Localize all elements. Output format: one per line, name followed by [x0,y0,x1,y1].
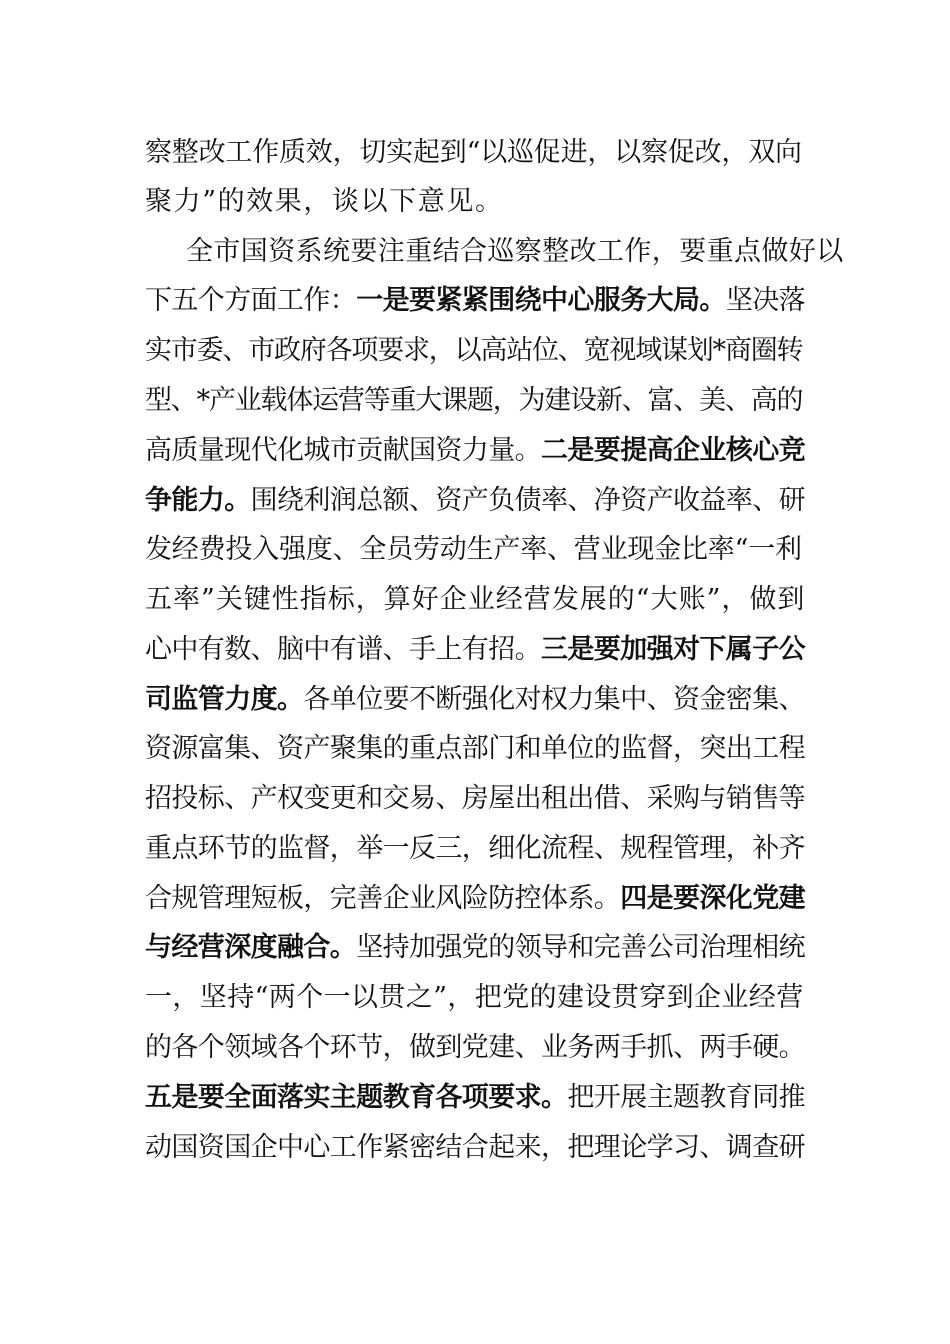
text-line [145,476,805,526]
text-line [145,774,805,824]
bold-heading-run: 争能力。 [145,485,251,516]
text-line [145,625,805,675]
text-line [145,724,805,774]
bold-heading-run: 三是要加强对下属子公 [541,634,805,665]
text-run: 的各个领域各个环节，做到党建、业务两手抓、两手硬。 [145,1032,805,1063]
text-run: 心中有数、脑中有谱、手上有招。 [145,634,541,665]
text-run: 高质量现代化城市贡献国资力量。 [145,435,541,466]
bold-heading-run: 五是要全面落实主题教育各项要求。 [145,1082,568,1113]
text-line [145,376,805,426]
text-run: 一，坚持“两个一以贯之”，把党的建设贯穿到企业经营 [145,982,804,1013]
text-line [145,1023,805,1073]
text-run: 重点环节的监督，举一反三，细化流程、规程管理，补齐 [145,833,805,864]
text-run: 察整改工作质效，切实起到“以巡促进，以察促改，双向 [145,137,802,168]
text-run: 发经费投入强度、全员劳动生产率、营业现金比率“一利 [145,534,802,565]
text-line [145,1073,805,1123]
text-line [145,326,805,376]
bold-heading-run: 二是要提高企业核心竞 [541,435,805,466]
paragraph-first-line [186,227,846,277]
bold-heading-run: 四是要深化党建 [620,883,806,914]
text-line [145,177,805,227]
bold-heading-run: 司监管力度。 [145,684,304,715]
text-line [145,426,805,476]
text-line [145,923,805,973]
text-run: 坚决落 [725,285,806,316]
text-line [145,675,805,725]
text-run: 坚持加强党的领导和完善公司治理相统 [356,932,806,963]
text-line [145,1123,805,1173]
text-run: 合规管理短板，完善企业风险防控体系。 [145,883,621,914]
text-line [145,128,805,178]
text-run: 动国资国企中心工作紧密结合起来，把理论学习、调查研 [145,1132,805,1163]
text-run: 全市国资系统要注重结合巡察整改工作，要重点做好以 [186,236,844,267]
text-run: 把开展主题教育同推 [567,1082,806,1113]
text-run: 型、*产业载体运营等重大课题，为建设新、富、美、高的 [145,385,803,416]
text-line [145,575,805,625]
text-line [145,276,805,326]
text-run: 五率”关键性指标，算好企业经营发展的“大账”，做到 [145,584,806,615]
text-line [145,824,805,874]
text-line [145,874,805,924]
text-run: 围绕利润总额、资产负债率、净资产收益率、研 [250,485,806,516]
bold-heading-run: 一是要紧紧围绕中心服务大局。 [356,285,726,316]
text-run: 下五个方面工作： [145,285,357,316]
text-run: 招投标、产权变更和交易、房屋出租出借、采购与销售等 [145,783,805,814]
text-run: 资源富集、资产聚集的重点部门和单位的监督，突出工程 [145,733,805,764]
text-line [145,973,805,1023]
bold-heading-run: 与经营深度融合。 [145,932,357,963]
text-run: 各单位要不断强化对权力集中、资金密集、 [303,684,806,715]
text-line [145,525,805,575]
text-run: 聚力”的效果，谈以下意见。 [145,186,504,217]
text-run: 实市委、市政府各项要求，以高站位、宽视域谋划*商圈转 [145,335,803,366]
